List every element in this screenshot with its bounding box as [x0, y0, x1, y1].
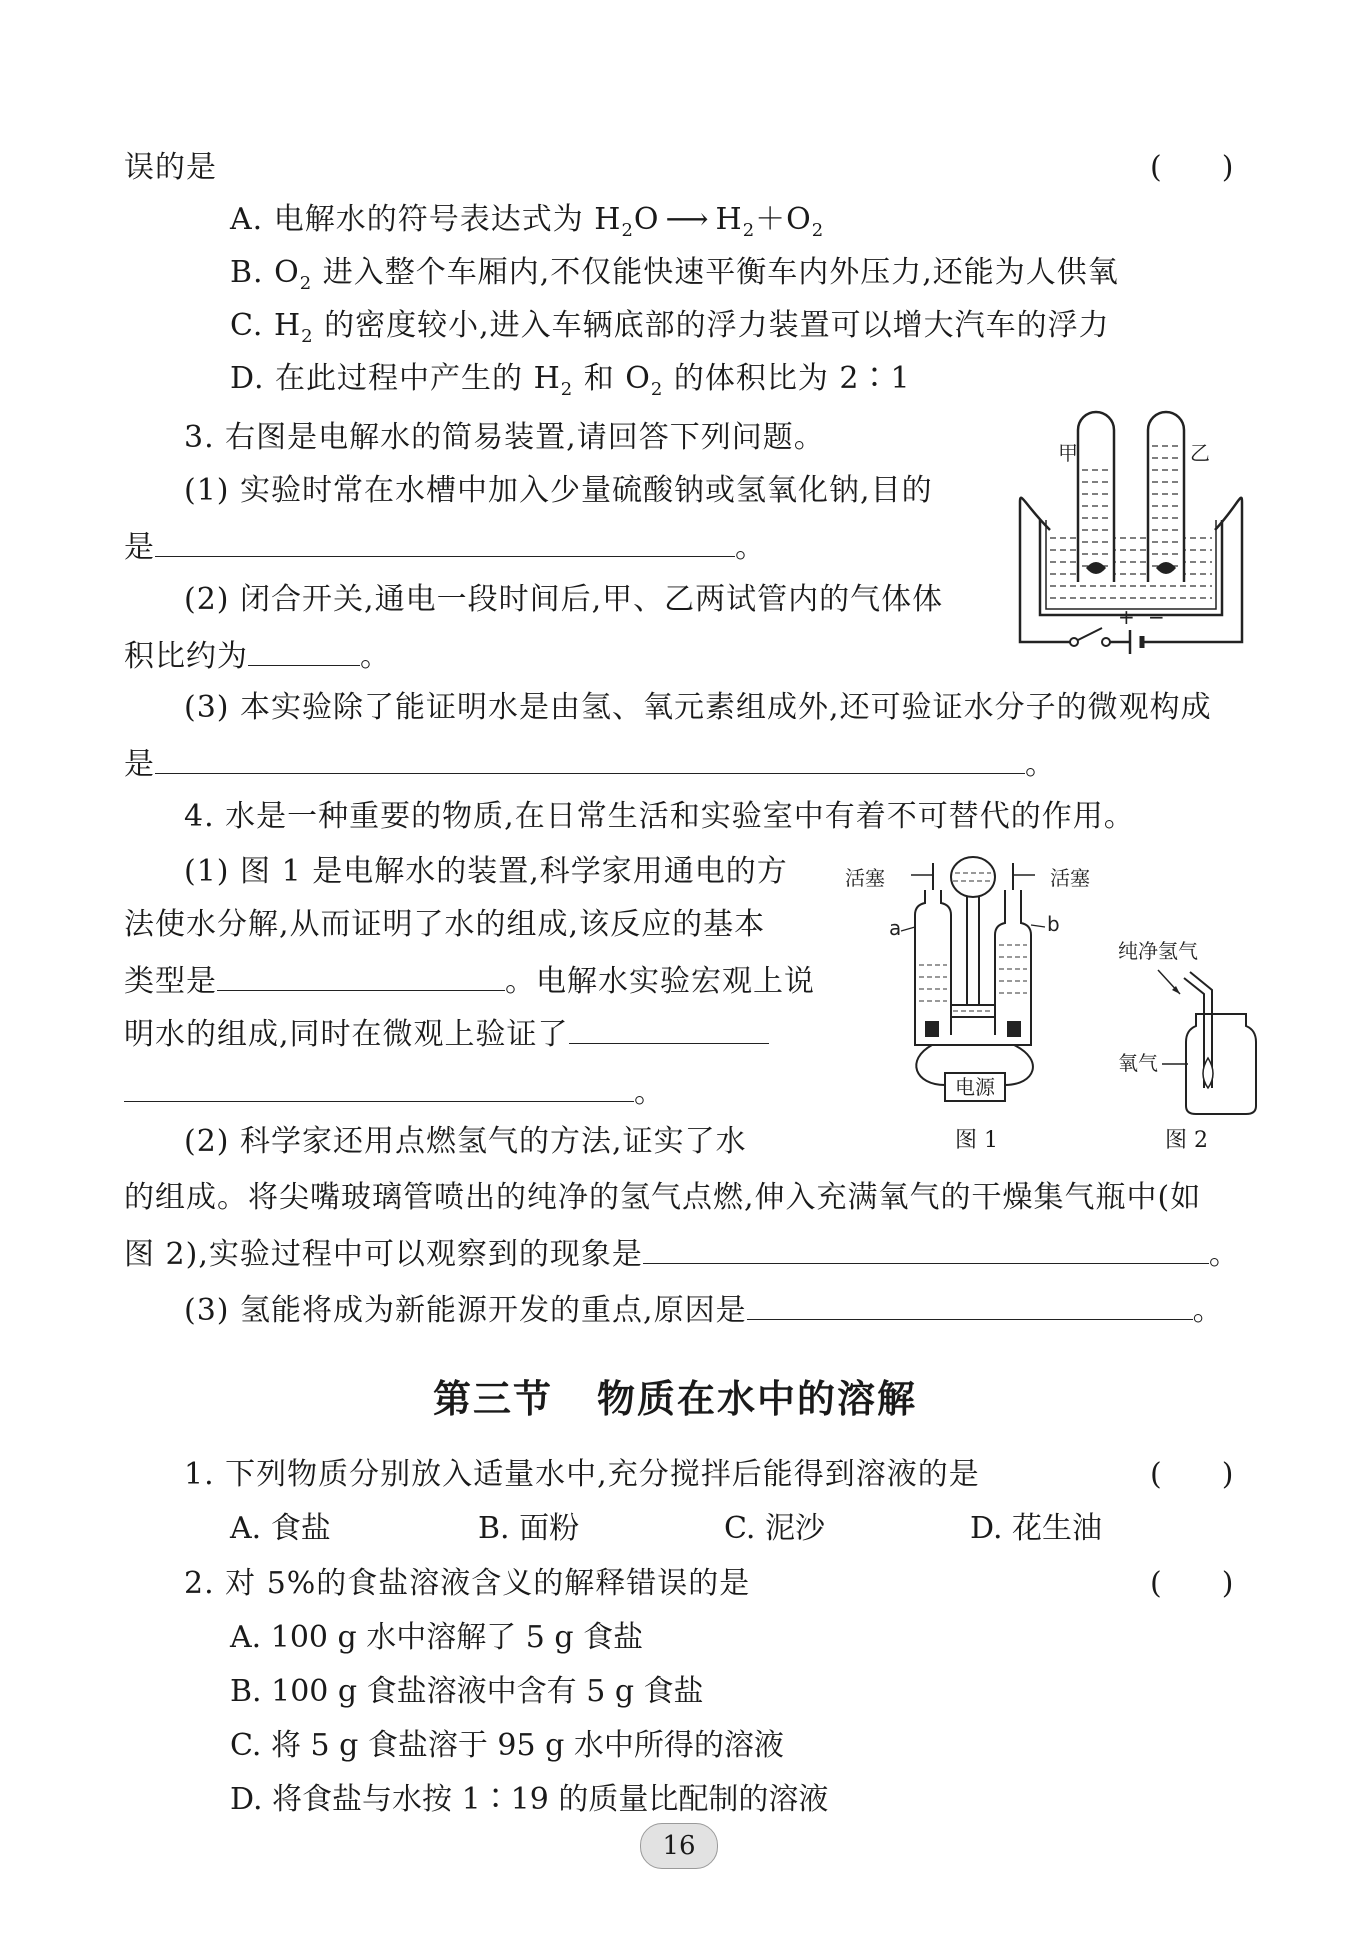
option-b: B. $O_2$ 进入整个车厢内,不仅能快速平衡车内外压力,还能为人供氧	[230, 255, 1119, 294]
option-c: C. $H_2$ 的密度较小,进入车辆底部的浮力装置可以增大汽车的浮力	[230, 308, 1110, 347]
valve-left-label: 活塞	[845, 866, 885, 890]
s3-q2-stem: 2. 对 5%的食盐溶液含义的解释错误的是	[184, 1566, 751, 1601]
answer-blank[interactable]	[155, 741, 1025, 774]
s3-q2-option-b: B. 100 g 食盐溶液中含有 5 g 食盐	[230, 1674, 704, 1709]
s3-q2-option-c: C. 将 5 g 食盐溶于 95 g 水中所得的溶液	[230, 1728, 784, 1763]
figure-2-caption: 图 2	[1165, 1128, 1208, 1153]
answer-paren: ( )	[1150, 1566, 1234, 1601]
q3-part2-line1: (2) 闭合开关,通电一段时间后,甲、乙两试管内的气体体	[184, 582, 944, 617]
battery-minus-label: −	[1148, 605, 1165, 629]
oxygen-label: 氧气	[1118, 1051, 1158, 1075]
answer-blank[interactable]	[747, 1287, 1193, 1320]
figure-1-electrolysis-apparatus	[845, 845, 1115, 1115]
q4-part1-line3: 类型是 。电解水实验宏观上说	[124, 958, 815, 1002]
electrode-a-label: a	[889, 916, 902, 940]
question-stem-tail: 误的是	[124, 150, 217, 185]
answer-blank[interactable]	[248, 633, 360, 666]
figure-2-hydrogen-burning	[1118, 938, 1268, 1118]
answer-paren: ( )	[1150, 1457, 1234, 1492]
q4-part2-line3: 图 2),实验过程中可以观察到的现象是 。	[124, 1231, 1240, 1275]
electrolysis-apparatus-figure	[1010, 410, 1250, 660]
answer-blank[interactable]	[155, 524, 735, 557]
section-title: 第三节 物质在水中的溶解	[432, 1377, 918, 1421]
answer-blank[interactable]	[569, 1011, 769, 1044]
s3-q1-stem: 1. 下列物质分别放入适量水中,充分搅拌后能得到溶液的是	[184, 1457, 980, 1492]
q4-part3: (3) 氢能将成为新能源开发的重点,原因是 。	[184, 1287, 1224, 1331]
q3-stem: 3. 右图是电解水的简易装置,请回答下列问题。	[184, 420, 825, 455]
answer-paren: ( )	[1150, 150, 1234, 185]
q3-part3-line1: (3) 本实验除了能证明水是由氢、氧元素组成外,还可验证水分子的微观构成	[184, 690, 1212, 725]
option-d: D. 在此过程中产生的 $H_2$ 和 $O_2$ 的体积比为 2∶1	[230, 361, 911, 400]
answer-blank[interactable]	[643, 1231, 1209, 1264]
page-number: 16	[640, 1823, 718, 1869]
q3-part1-line2: 是 。	[124, 524, 766, 568]
q4-part1-line1: (1) 图 1 是电解水的装置,科学家用通电的方	[184, 854, 788, 889]
tube-label-yi: 乙	[1190, 441, 1210, 465]
q4-part1-line5: 。	[124, 1069, 665, 1113]
tube-label-jia: 甲	[1058, 441, 1078, 465]
q3-part1-line1: (1) 实验时常在水槽中加入少量硫酸钠或氢氧化钠,目的	[184, 473, 933, 508]
s3-q2-option-d: D. 将食盐与水按 1∶19 的质量比配制的溶液	[230, 1782, 829, 1817]
s3-q1-option-b: B. 面粉	[478, 1511, 580, 1546]
s3-q2-option-a: A. 100 g 水中溶解了 5 g 食盐	[230, 1620, 644, 1655]
battery-plus-label: +	[1118, 605, 1135, 629]
q4-part2-line2: 的组成。将尖嘴玻璃管喷出的纯净的氢气点燃,伸入充满氧气的干燥集气瓶中(如	[124, 1180, 1202, 1215]
power-supply-label: 电源	[955, 1075, 995, 1099]
s3-q1-option-d: D. 花生油	[970, 1511, 1103, 1546]
s3-q1-option-c: C. 泥沙	[724, 1511, 825, 1546]
pure-hydrogen-label: 纯净氢气	[1118, 939, 1198, 963]
answer-blank[interactable]	[124, 1069, 634, 1102]
q4-stem: 4. 水是一种重要的物质,在日常生活和实验室中有着不可替代的作用。	[184, 799, 1135, 834]
s3-q1-option-a: A. 食盐	[230, 1511, 331, 1546]
q4-part1-line2: 法使水分解,从而证明了水的组成,该反应的基本	[124, 907, 766, 942]
figure-1-caption: 图 1	[955, 1128, 998, 1153]
answer-blank[interactable]	[217, 958, 505, 991]
q3-part3-line2: 是 。	[124, 741, 1056, 785]
q3-part2-line2: 积比约为 。	[124, 633, 391, 677]
q4-part1-line4: 明水的组成,同时在微观上验证了	[124, 1011, 769, 1055]
electrode-b-label: b	[1047, 912, 1060, 936]
option-a: A. 电解水的符号表达式为 $H_2O$ ⟶ $H_2+O_2$	[230, 202, 825, 241]
q4-part2-line1: (2) 科学家还用点燃氢气的方法,证实了水	[184, 1124, 747, 1159]
valve-right-label: 活塞	[1050, 866, 1090, 890]
